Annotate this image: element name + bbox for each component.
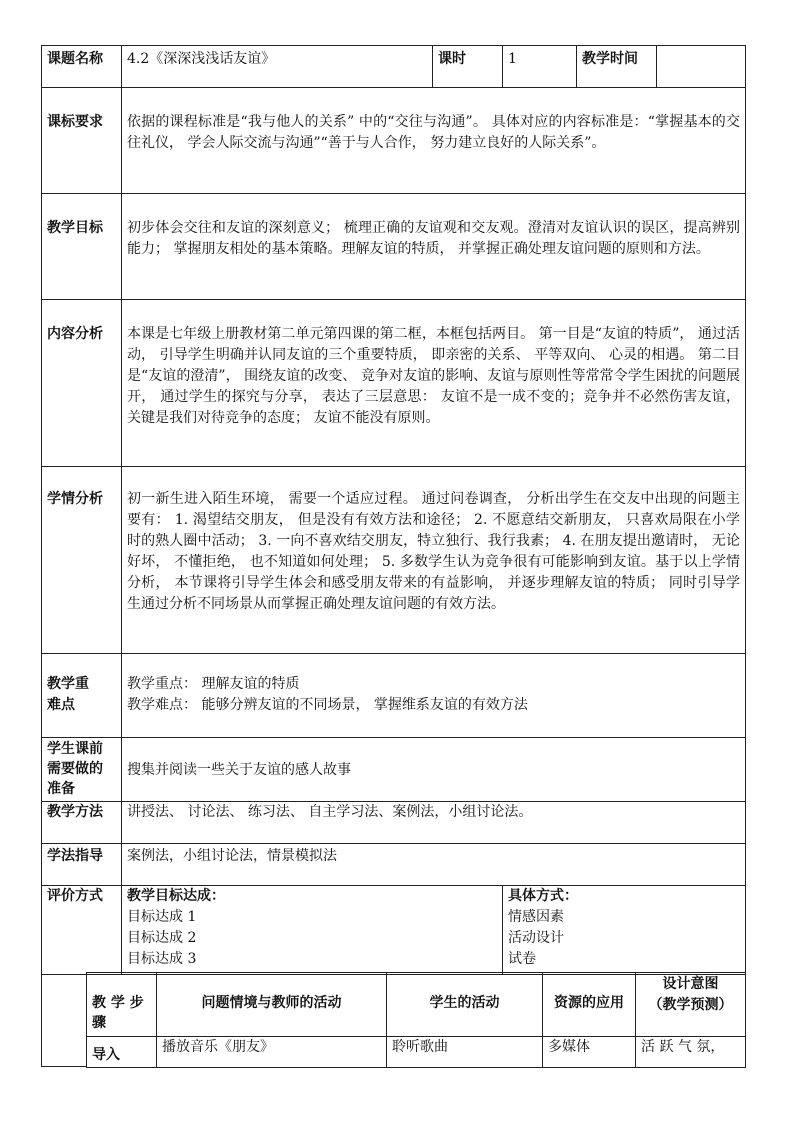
step-header-line1: 教 学 步 (92, 995, 144, 1011)
step-cell: 导入 (87, 1037, 157, 1068)
evaluation-left-item: 目标达成 3 (127, 951, 197, 967)
teacher-activity-header: 问题情境与教师的活动 (157, 973, 387, 1037)
study-row (42, 844, 746, 886)
step-header-line2: 骤 (92, 1015, 106, 1031)
keypoints-label-line1: 教学重 (47, 676, 89, 692)
preparation-label (42, 738, 122, 802)
resource-cell: 多媒体 (543, 1037, 636, 1068)
time-value (657, 46, 746, 88)
keypoints-label (42, 654, 122, 738)
steps-header-row (87, 973, 746, 1037)
methods-row (42, 802, 746, 844)
study-text: 案例法，小组讨论法，情景模拟法 (122, 844, 746, 886)
resource-header: 资源的应用 (543, 973, 636, 1037)
students-row (42, 467, 746, 654)
time-label: 教学时间 (577, 46, 657, 88)
objectives-row (42, 194, 746, 300)
table-row (87, 1037, 746, 1068)
key-point: 教学重点： 理解友谊的特质 (127, 676, 300, 692)
header-row (42, 46, 746, 88)
design-intent-header (636, 973, 746, 1037)
content-text: 本课是七年级上册教材第二单元第四课的第二框，本框包括两目。 第一目是“友谊的特质”， 通过活动， 引导学生明确并认同友谊的三个重要特质， 即亲密的关系、 平等双向、 心灵的相遇。 第二目是“友谊的澄清”， 围绕友谊的改变、 竞争对友谊的影响、友谊与原则性等常常令学生困扰的问题展开， 通过学生的探究与分享， 表达了三层意思： 友谊不是一成不变的；竞争并不必然伤害友谊， 关键是我们对待竞争的态度； 友谊不能没有原则。 (122, 300, 746, 467)
objectives-text: 初步体会交往和友谊的深刻意义； 梳理正确的友谊观和交友观。澄清对友谊认识的误区，提高辨别能力； 掌握朋友相处的基本策略。理解友谊的特质， 并掌握正确处理友谊问题的原则和方法。 (122, 194, 746, 300)
evaluation-right-item: 活动设计 (508, 930, 564, 946)
steps-bottom-border (41, 1066, 86, 1067)
evaluation-right-item: 试卷 (508, 951, 536, 967)
study-label: 学法指导 (42, 844, 122, 886)
content-label: 内容分析 (42, 300, 122, 467)
evaluation-right (503, 886, 746, 975)
difficult-point: 教学难点： 能够分辨友谊的不同场景， 掌握维系友谊的有效方法 (127, 697, 528, 713)
evaluation-left-item: 目标达成 1 (127, 909, 197, 925)
period-value: 1 (503, 46, 577, 88)
students-label: 学情分析 (42, 467, 122, 654)
teacher-activity-cell: 播放音乐《朋友》 (157, 1037, 387, 1068)
students-text: 初一新生进入陌生环境， 需要一个适应过程。 通过问卷调查， 分析出学生在交友中出现的问题主要有： 1. 渴望结交朋友， 但是没有有效方法和途径； 2. 不愿意结交新朋友， 只喜欢局限在小学时的熟人圈中活动； 3. 一向不喜欢结交朋友，特立独行、我行我素； 4. 在朋友提出邀请时， 无论好坏， 不懂拒绝， 也不知道如何处理； 5. 多数学生认为竞争很有可能影响到友谊。基于以上学情分析， 本节课将引导学生体会和感受朋友带来的有益影响， 并逐步理解友谊的特质； 同时引导学生通过分析不同场景从而掌握正确处理友谊问题的有效方法。 (122, 467, 746, 654)
steps-table (86, 972, 746, 1068)
keypoints-label-line2: 难点 (47, 697, 75, 713)
curriculum-row (42, 88, 746, 194)
topic-label: 课题名称 (42, 46, 122, 88)
objectives-label: 教学目标 (42, 194, 122, 300)
student-activity-cell: 聆听歌曲 (387, 1037, 543, 1068)
preparation-label-line2: 需要做的 (47, 761, 103, 777)
evaluation-right-title: 具体方式： (508, 888, 578, 904)
preparation-row (42, 738, 746, 802)
curriculum-text: 依据的课程标准是“我与他人的关系” 中的“交往与沟通”。 具体对应的内容标准是：“掌握基本的交往礼仪， 学会人际交流与沟通”“善于与人合作， 努力建立良好的人际关系”。 (122, 88, 746, 194)
evaluation-left-item: 目标达成 2 (127, 930, 197, 946)
methods-text: 讲授法、 讨论法、 练习法、 自主学习法、案例法，小组讨论法。 (122, 802, 746, 844)
period-label: 课时 (433, 46, 503, 88)
evaluation-left (122, 886, 503, 975)
curriculum-label: 课标要求 (42, 88, 122, 194)
evaluation-right-item: 情感因素 (508, 909, 564, 925)
step-header (87, 973, 157, 1037)
student-activity-header: 学生的活动 (387, 973, 543, 1037)
evaluation-left-title: 教学目标达成： (127, 888, 225, 904)
evaluation-label: 评价方式 (42, 886, 122, 975)
preparation-text: 搜集并阅读一些关于友谊的感人故事 (122, 738, 746, 802)
evaluation-row (42, 886, 746, 975)
design-header-line1: 设计意图 (662, 976, 719, 992)
keypoints-text (122, 654, 746, 738)
design-header-line2: （教学预测） (648, 997, 733, 1013)
methods-label: 教学方法 (42, 802, 122, 844)
topic-value: 4.2《深深浅浅话友谊》 (122, 46, 433, 88)
preparation-label-line3: 准备 (47, 781, 75, 797)
keypoints-row (42, 654, 746, 738)
lesson-plan-table (41, 45, 746, 975)
design-intent-cell: 活 跃 气 氛， (636, 1037, 746, 1068)
content-row (42, 300, 746, 467)
steps-left-border (41, 972, 42, 1067)
preparation-label-line1: 学生课前 (47, 741, 103, 757)
